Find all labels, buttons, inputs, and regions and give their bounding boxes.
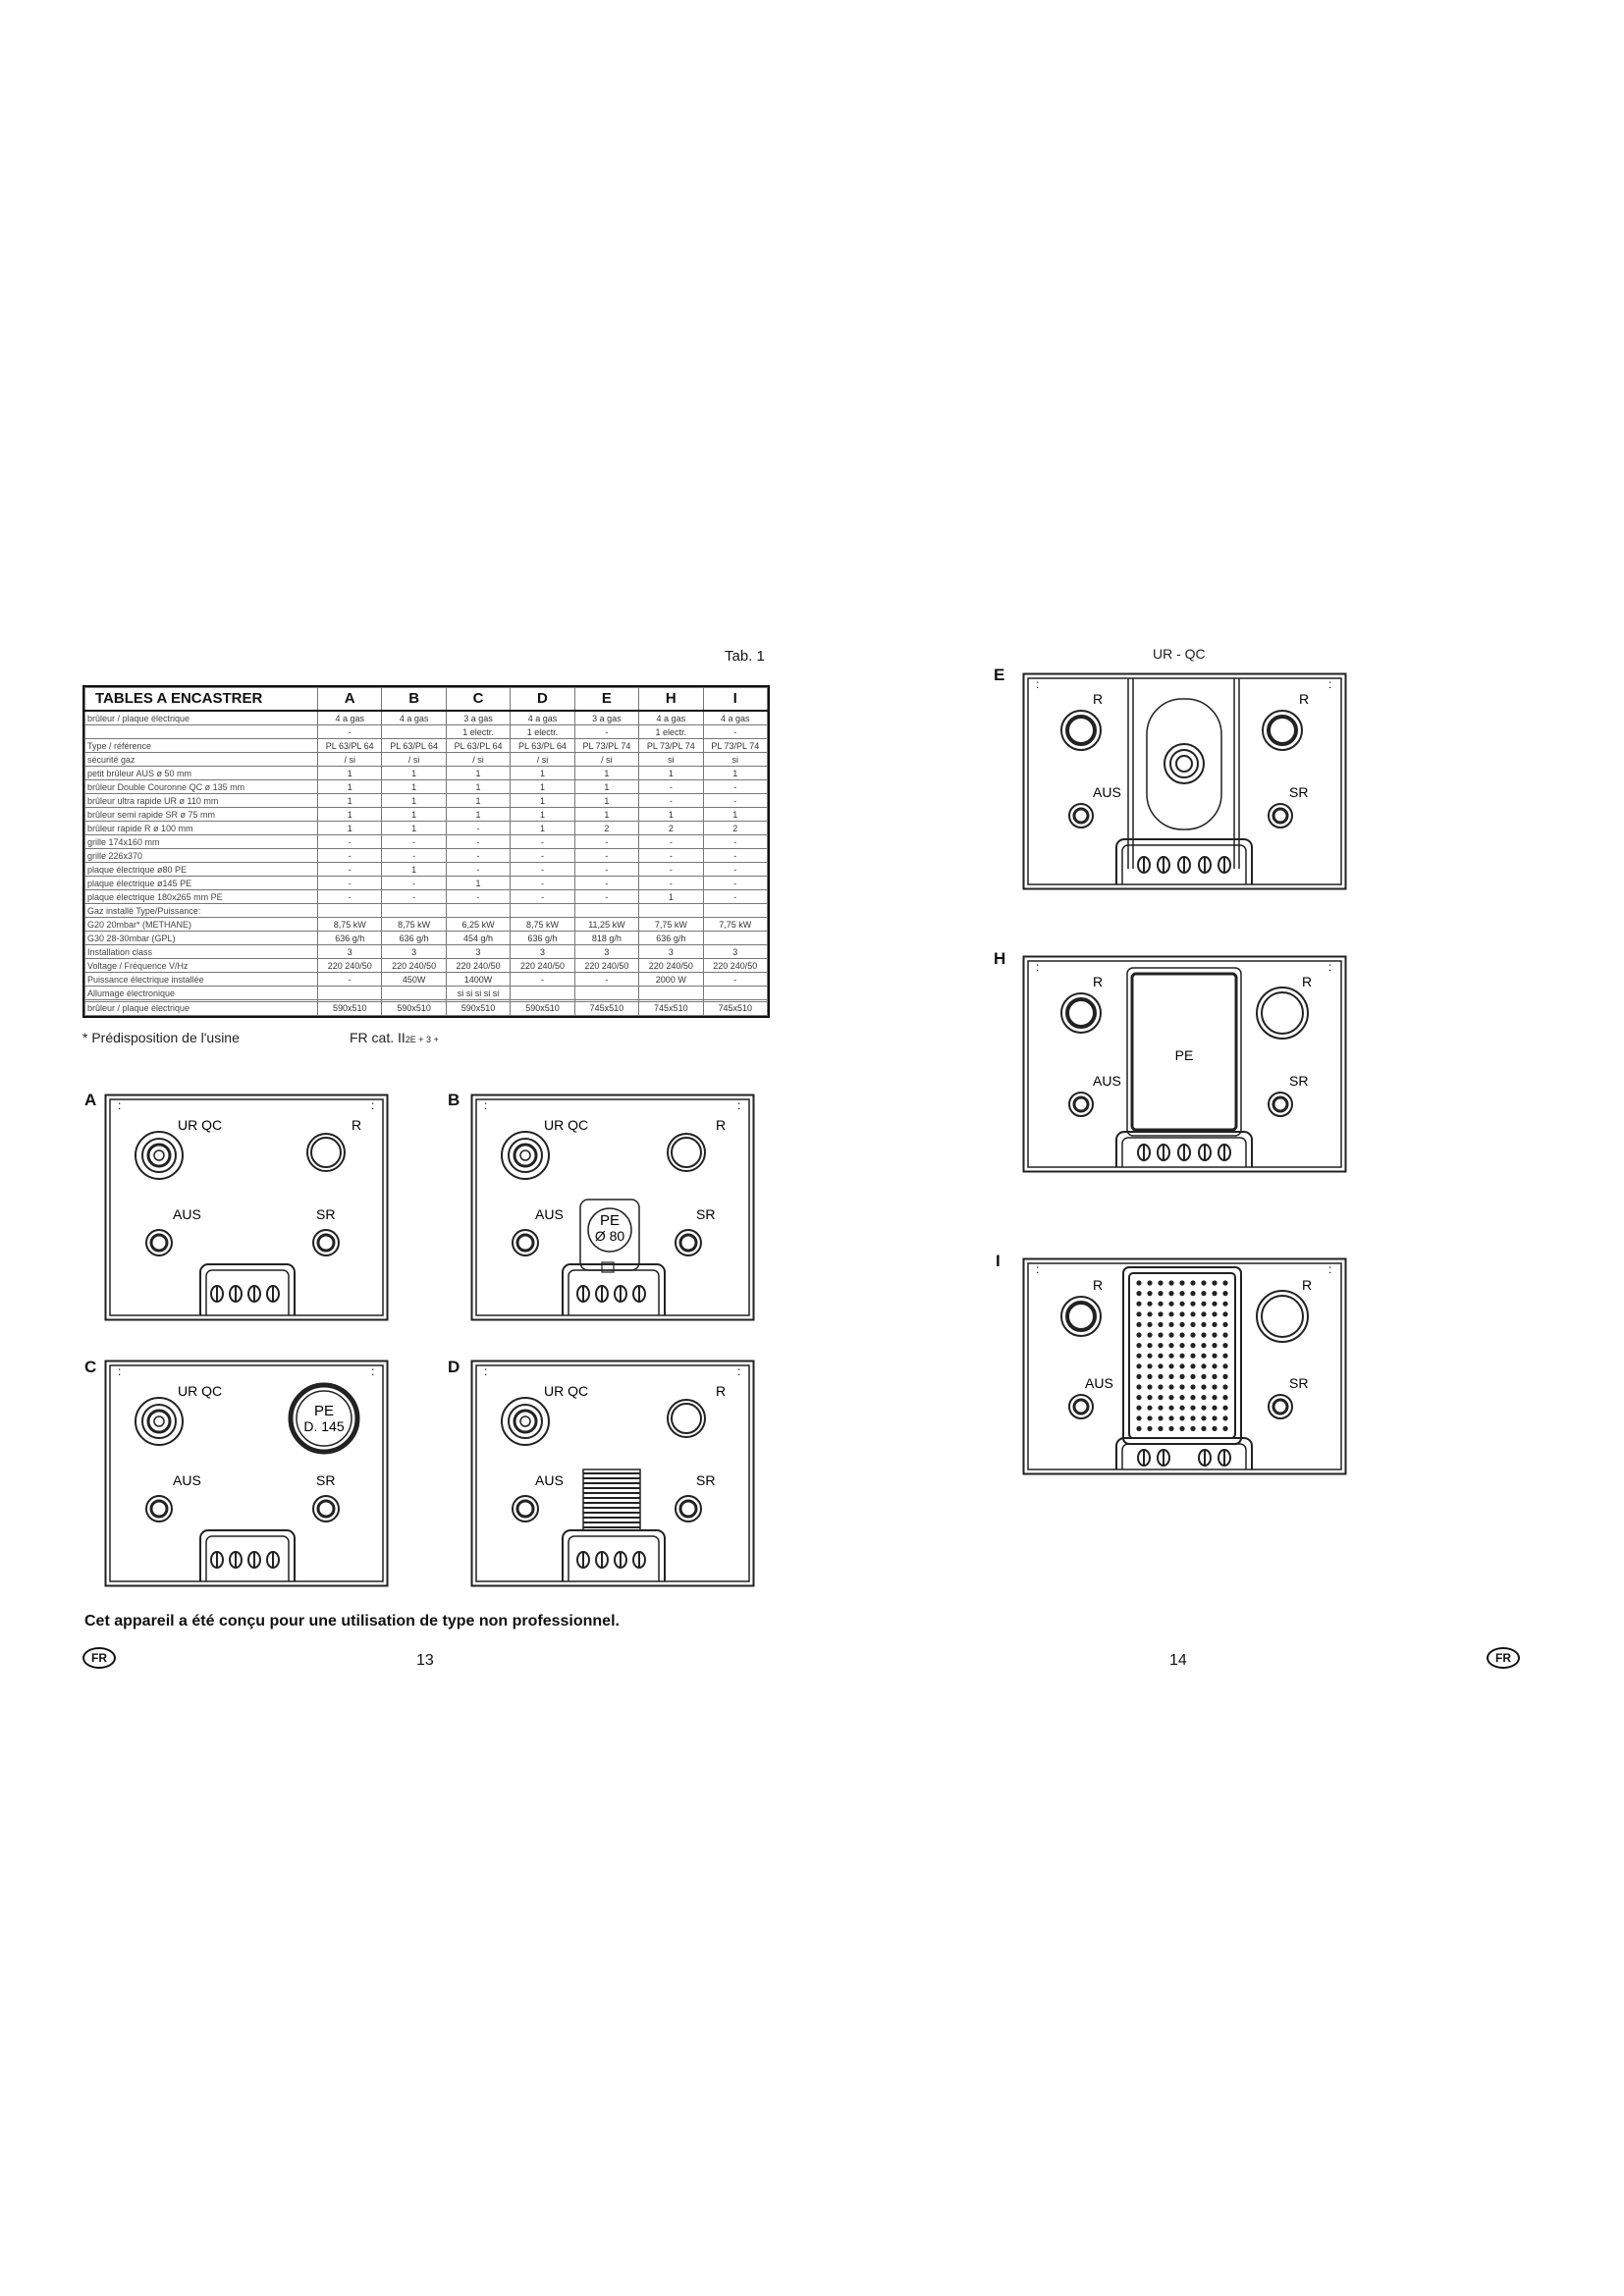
table-row-label: Type / référence: [85, 739, 318, 753]
table-cell: 1: [382, 808, 446, 822]
table-cell: 220 240/50: [703, 959, 767, 973]
label-sr: SR: [1289, 784, 1309, 800]
table-cell: 1: [639, 808, 703, 822]
table-cell: 220 240/50: [318, 959, 382, 973]
table-cell: 1: [511, 780, 574, 794]
knob-row-icon: [211, 1552, 279, 1568]
label-sr: SR: [316, 1472, 336, 1488]
table-cell: [382, 725, 446, 739]
table-cell: -: [318, 890, 382, 904]
table-cell: 3: [382, 945, 446, 959]
svg-text::: :: [1036, 960, 1040, 974]
table-title: TABLES A ENCASTRER: [85, 688, 318, 712]
label-aus: AUS: [173, 1472, 201, 1488]
table-row-label: brûleur Double Couronne QC ø 135 mm: [85, 780, 318, 794]
hob-c-diagram: [104, 1360, 389, 1587]
table-cell: 1: [574, 794, 638, 808]
svg-text::: :: [118, 1364, 122, 1378]
table-cell: 1: [446, 808, 510, 822]
table-cell: -: [574, 890, 638, 904]
table-row-label: plaque électrique ø145 PE: [85, 877, 318, 890]
label-pe: PE: [1174, 1047, 1194, 1063]
page-number-left: 13: [416, 1652, 434, 1669]
table-cell: 818 g/h: [574, 932, 638, 945]
table-cell: 220 240/50: [382, 959, 446, 973]
table-cell: 1: [574, 780, 638, 794]
table-cell: -: [318, 863, 382, 877]
grill-plate-icon: [583, 1469, 640, 1530]
table-col-header: I: [703, 688, 767, 712]
table-cell: -: [574, 877, 638, 890]
table-cell: -: [703, 849, 767, 863]
table-row: [85, 904, 768, 918]
table-cell: 3: [318, 945, 382, 959]
hob-h-diagram: [1022, 955, 1347, 1173]
table-cell: 1: [703, 808, 767, 822]
table-cell: PL 63/PL 64: [446, 739, 510, 753]
table-cell: 1: [574, 808, 638, 822]
hob-letter-e: E: [994, 666, 1005, 684]
table-cell: 1: [574, 767, 638, 780]
label-ur-qc: UR QC: [178, 1383, 223, 1399]
table-cell: PL 73/PL 74: [639, 739, 703, 753]
label-pe: PE: [599, 1212, 621, 1229]
table-cell: [318, 904, 382, 918]
hob-d-diagram: [470, 1360, 755, 1587]
knob-row-icon: [1138, 1450, 1230, 1466]
gas-category-prefix: FR cat. II: [350, 1030, 406, 1045]
table-cell: 745x510: [639, 1001, 703, 1015]
table-cell: -: [703, 725, 767, 739]
table-cell: 11,25 kW: [574, 918, 638, 932]
knob-row-icon: [1138, 857, 1230, 873]
spec-table: [82, 685, 770, 1018]
table-cell: -: [382, 890, 446, 904]
knob-row-icon: [577, 1286, 645, 1302]
table-row: [85, 725, 768, 739]
table-cell: 1: [511, 767, 574, 780]
table-cell: 1400W: [446, 973, 510, 987]
table-row: [85, 753, 768, 767]
table-cell: 2: [574, 822, 638, 835]
table-cell: -: [446, 849, 510, 863]
table-cell: 1: [639, 890, 703, 904]
table-cell: -: [574, 849, 638, 863]
table-cell: 1: [318, 794, 382, 808]
table-row-label: [85, 725, 318, 739]
label-aus: AUS: [1093, 1073, 1121, 1089]
table-cell: -: [511, 849, 574, 863]
label-r-right: R: [1302, 1277, 1313, 1293]
table-row: [85, 849, 768, 863]
hob-a-diagram: [104, 1094, 389, 1321]
label-pe-size: D. 145: [303, 1418, 345, 1434]
svg-text::: :: [484, 1364, 488, 1378]
table-cell: 4 a gas: [703, 711, 767, 725]
table-row-label: brûleur / plaque électrique: [85, 1001, 318, 1015]
table-cell: [318, 987, 382, 1000]
table-row: [85, 739, 768, 753]
svg-text::: :: [371, 1364, 375, 1378]
table-cell: 8,75 kW: [318, 918, 382, 932]
table-row: [85, 932, 768, 945]
label-sr: SR: [696, 1206, 716, 1222]
label-aus: AUS: [1085, 1375, 1113, 1391]
table-cell: 8,75 kW: [382, 918, 446, 932]
table-row-label: plaque électrique 180x265 mm PE: [85, 890, 318, 904]
table-cell: 1: [446, 794, 510, 808]
table-cell: 745x510: [574, 1001, 638, 1015]
table-cell: 4 a gas: [639, 711, 703, 725]
svg-text::: :: [118, 1098, 122, 1112]
table-caption: Tab. 1: [725, 648, 765, 665]
table-row-label: brûleur / plaque électrique: [85, 711, 318, 725]
table-row-label: Puissance électrique installée: [85, 973, 318, 987]
table-cell: 1: [511, 822, 574, 835]
svg-text::: :: [1328, 960, 1332, 974]
table-row: [85, 959, 768, 973]
table-cell: PL 63/PL 64: [511, 739, 574, 753]
label-r-right: R: [1299, 691, 1310, 707]
table-cell: / si: [382, 753, 446, 767]
label-aus: AUS: [535, 1472, 564, 1488]
hob-letter-c: C: [84, 1358, 97, 1376]
table-col-header: A: [318, 688, 382, 712]
label-r-left: R: [1093, 974, 1104, 989]
table-cell: 590x510: [446, 1001, 510, 1015]
table-cell: -: [382, 849, 446, 863]
table-cell: -: [511, 835, 574, 849]
hob-i-diagram: [1022, 1257, 1347, 1475]
table-cell: -: [703, 780, 767, 794]
table-row: [85, 767, 768, 780]
table-cell: [639, 904, 703, 918]
table-cell: -: [574, 725, 638, 739]
table-cell: -: [639, 863, 703, 877]
table-cell: 1: [382, 767, 446, 780]
table-row-label: sécurité gaz: [85, 753, 318, 767]
table-cell: -: [639, 835, 703, 849]
table-row: [85, 890, 768, 904]
label-sr: SR: [1289, 1375, 1309, 1391]
table-cell: 1: [318, 822, 382, 835]
hob-e-diagram: [1022, 672, 1347, 890]
table-cell: -: [511, 863, 574, 877]
table-row-label: Gaz installé Type/Puissance:: [85, 904, 318, 918]
label-r-left: R: [1093, 691, 1104, 707]
table-row: [85, 822, 768, 835]
table-row-label: Voltage / Fréquence V/Hz: [85, 959, 318, 973]
table-cell: -: [446, 863, 510, 877]
table-cell: 1 electr.: [446, 725, 510, 739]
usage-notice: Cet appareil a été conçu pour une utilisation de type non professionnel.: [84, 1613, 620, 1629]
table-cell: 220 240/50: [574, 959, 638, 973]
table-cell: 3: [446, 945, 510, 959]
factory-footnote: * Prédisposition de l'usine: [82, 1030, 240, 1045]
table-cell: -: [639, 877, 703, 890]
table-cell: / si: [574, 753, 638, 767]
table-cell: 3: [511, 945, 574, 959]
table-cell: 4 a gas: [318, 711, 382, 725]
hob-letter-a: A: [84, 1091, 97, 1109]
table-cell: -: [382, 877, 446, 890]
table-row-label: G20 20mbar* (METHANE): [85, 918, 318, 932]
svg-text::: :: [1328, 677, 1332, 691]
table-row-label: grille 226x370: [85, 849, 318, 863]
table-row: [85, 973, 768, 987]
table-row-label: Installation class: [85, 945, 318, 959]
table-cell: 636 g/h: [382, 932, 446, 945]
page-number-right: 14: [1169, 1652, 1187, 1669]
svg-text::: :: [371, 1098, 375, 1112]
label-r-right: R: [1302, 974, 1313, 989]
table-cell: -: [318, 835, 382, 849]
table-row-label: brûleur rapide R ø 100 mm: [85, 822, 318, 835]
table-cell: PL 73/PL 74: [574, 739, 638, 753]
label-r: R: [716, 1383, 727, 1399]
table-col-header: E: [574, 688, 638, 712]
table-cell: 454 g/h: [446, 932, 510, 945]
table-cell: -: [511, 890, 574, 904]
table-cell: 1: [382, 780, 446, 794]
table-cell: [574, 987, 638, 1000]
svg-text::: :: [1036, 1262, 1040, 1276]
table-cell: 3: [703, 945, 767, 959]
table-row: [85, 780, 768, 794]
table-cell: 590x510: [382, 1001, 446, 1015]
table-cell: 590x510: [318, 1001, 382, 1015]
table-cell: 220 240/50: [446, 959, 510, 973]
table-row: [85, 863, 768, 877]
table-cell: 2: [703, 822, 767, 835]
table-cell: 8,75 kW: [511, 918, 574, 932]
table-cell: 1: [511, 808, 574, 822]
table-row: [85, 877, 768, 890]
table-cell: 4 a gas: [511, 711, 574, 725]
table-col-header: D: [511, 688, 574, 712]
table-col-header: H: [639, 688, 703, 712]
label-ur-qc-top: UR - QC: [1153, 646, 1206, 662]
table-cell: 3 a gas: [574, 711, 638, 725]
table-cell: -: [639, 780, 703, 794]
table-row-label: brûleur ultra rapide UR ø 110 mm: [85, 794, 318, 808]
table-row: [85, 808, 768, 822]
hob-b-diagram: [470, 1094, 755, 1321]
table-cell: 3: [639, 945, 703, 959]
table-cell: -: [703, 890, 767, 904]
hob-letter-h: H: [994, 949, 1006, 968]
table-cell: -: [639, 794, 703, 808]
table-row: [85, 987, 768, 1000]
table-cell: / si: [511, 753, 574, 767]
label-ur-qc: UR QC: [178, 1117, 223, 1133]
table-cell: 1: [446, 767, 510, 780]
table-row-label: grille 174x160 mm: [85, 835, 318, 849]
table-cell: 636 g/h: [318, 932, 382, 945]
table-row: [85, 1001, 768, 1015]
table-cell: / si: [318, 753, 382, 767]
knob-row-icon: [577, 1552, 645, 1568]
label-sr: SR: [1289, 1073, 1309, 1089]
table-col-header: C: [446, 688, 510, 712]
table-cell: 1: [318, 808, 382, 822]
table-cell: -: [574, 973, 638, 987]
table-cell: 3: [574, 945, 638, 959]
table-cell: [382, 904, 446, 918]
table-cell: 636 g/h: [639, 932, 703, 945]
table-cell: 1: [639, 767, 703, 780]
table-row: [85, 711, 768, 725]
table-cell: [511, 904, 574, 918]
table-row-label: petit brûleur AUS ø 50 mm: [85, 767, 318, 780]
table-cell: [511, 987, 574, 1000]
table-cell: 745x510: [703, 1001, 767, 1015]
svg-text::: :: [1036, 677, 1040, 691]
hob-letter-i: I: [996, 1252, 1001, 1270]
knob-row-icon: [1138, 1145, 1230, 1160]
table-cell: [639, 987, 703, 1000]
table-cell: PL 63/PL 64: [382, 739, 446, 753]
table-cell: -: [446, 822, 510, 835]
table-col-header: B: [382, 688, 446, 712]
table-cell: -: [318, 877, 382, 890]
table-row: [85, 945, 768, 959]
knob-row-icon: [211, 1286, 279, 1302]
fr-badge-right: FR: [1487, 1647, 1520, 1669]
table-cell: 1: [382, 822, 446, 835]
svg-text::: :: [484, 1098, 488, 1112]
table-cell: -: [703, 794, 767, 808]
table-cell: 1: [382, 794, 446, 808]
table-cell: -: [318, 849, 382, 863]
table-cell: -: [703, 863, 767, 877]
table-cell: -: [511, 877, 574, 890]
label-sr: SR: [316, 1206, 336, 1222]
table-cell: 220 240/50: [511, 959, 574, 973]
table-cell: [703, 932, 767, 945]
grill-dots-icon: [1136, 1280, 1227, 1431]
table-cell: 1 electr.: [639, 725, 703, 739]
table-cell: -: [574, 863, 638, 877]
label-pe-size: Ø 80: [594, 1228, 625, 1244]
table-cell: [703, 904, 767, 918]
table-cell: 636 g/h: [511, 932, 574, 945]
table-row: [85, 794, 768, 808]
table-row: [85, 835, 768, 849]
table-cell: 590x510: [511, 1001, 574, 1015]
hob-letter-b: B: [448, 1091, 460, 1109]
table-cell: -: [318, 725, 382, 739]
table-cell: 220 240/50: [639, 959, 703, 973]
table-cell: -: [639, 849, 703, 863]
table-cell: -: [703, 835, 767, 849]
table-cell: [446, 904, 510, 918]
table-cell: si: [703, 753, 767, 767]
gas-category: [350, 1030, 439, 1045]
table-cell: 6,25 kW: [446, 918, 510, 932]
svg-text::: :: [1328, 1262, 1332, 1276]
table-cell: / si: [446, 753, 510, 767]
table-cell: -: [318, 973, 382, 987]
table-cell: -: [446, 890, 510, 904]
table-cell: 1 electr.: [511, 725, 574, 739]
table-cell: 2000 W: [639, 973, 703, 987]
label-pe: PE: [313, 1403, 335, 1419]
label-ur-qc: UR QC: [544, 1383, 589, 1399]
table-cell: -: [382, 835, 446, 849]
table-cell: -: [703, 877, 767, 890]
fr-badge-left: FR: [82, 1647, 116, 1669]
label-r: R: [352, 1117, 362, 1133]
table-cell: -: [446, 835, 510, 849]
table-row-label: plaque électrique ø80 PE: [85, 863, 318, 877]
table-cell: 1: [446, 780, 510, 794]
gas-category-sub: 2E + 3 +: [405, 1035, 439, 1044]
label-aus: AUS: [535, 1206, 564, 1222]
table-cell: 2: [639, 822, 703, 835]
table-cell: 1: [511, 794, 574, 808]
svg-text::: :: [737, 1364, 741, 1378]
table-row-label: brûleur semi rapide SR ø 75 mm: [85, 808, 318, 822]
table-cell: [382, 987, 446, 1000]
table-cell: 7,75 kW: [703, 918, 767, 932]
table-cell: [574, 904, 638, 918]
table-cell: 3 a gas: [446, 711, 510, 725]
table-cell: -: [574, 835, 638, 849]
label-r-left: R: [1093, 1277, 1104, 1293]
label-ur-qc: UR QC: [544, 1117, 589, 1133]
table-cell: 1: [382, 863, 446, 877]
label-sr: SR: [696, 1472, 716, 1488]
table-cell: si: [639, 753, 703, 767]
table-row: [85, 918, 768, 932]
table-cell: 4 a gas: [382, 711, 446, 725]
table-cell: 450W: [382, 973, 446, 987]
table-cell: PL 63/PL 64: [318, 739, 382, 753]
table-cell: 1: [318, 780, 382, 794]
table-row-label: Allumage électronique: [85, 987, 318, 1000]
table-cell: -: [511, 973, 574, 987]
table-cell: -: [703, 973, 767, 987]
table-cell: 1: [318, 767, 382, 780]
hob-letter-d: D: [448, 1358, 460, 1376]
table-cell: 7,75 kW: [639, 918, 703, 932]
label-aus: AUS: [1093, 784, 1121, 800]
table-cell: si si si si si: [446, 987, 510, 1000]
table-cell: [703, 987, 767, 1000]
table-cell: 1: [703, 767, 767, 780]
table-row-label: G30 28-30mbar (GPL): [85, 932, 318, 945]
table-cell: PL 73/PL 74: [703, 739, 767, 753]
svg-text::: :: [737, 1098, 741, 1112]
label-r: R: [716, 1117, 727, 1133]
label-aus: AUS: [173, 1206, 201, 1222]
table-cell: 1: [446, 877, 510, 890]
